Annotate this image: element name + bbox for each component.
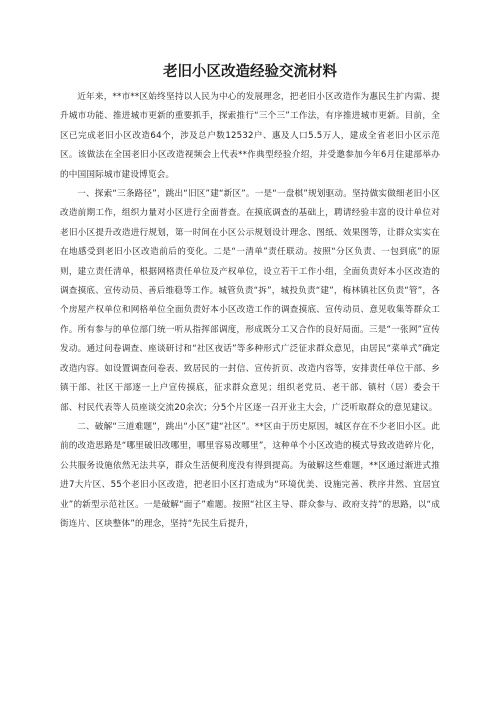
paragraph-section-one: 一、探索“三条路径”，跳出“旧区”建“新区”。一是“一盘棋”规划驱动。坚持做实做细老旧小区改造前期工作，组织力量对小区进行全面普查。在摸底调查的基础上，聘请经验丰富的设计单位对老旧小区提升改造进行规划，第一时间在小区公示规划设计理念、图纸、效果图等，让群众实实在在地感受到老旧小区改造前后的变化。二是“一清单”责任联动。按照“分区负责、一包到底”的原则，建立责任清单，根据网格责任单位及产权单位，设立若干工作小组，全面负责好本小区改造的调查摸底、宣传动员、善后维稳等工作。城管负责“拆”，城投负责“建”，梅林镇社区负责“管”，各个房屋产权单位和网格单位全面负责好本小区改造工作的调查摸底、宣传动员、意见收集等群众工作。所有参与的单位部门统一听从指挥部调度，形成既分工又合作的良好局面。三是“一张网”宣传发动。通过问卷调查、座谈研讨和“社区夜话”等多种形式广泛征求群众意见，由居民“菜单式”确定改造内容。如设置调查问卷表、致居民的一封信、宣传折页、改造内容等，安排责任单位干部、乡镇干部、社区干部逐一上户宣传摸底，征求群众意见；组织老党员、老干部、镇村（居）委会干部、村民代表等人员座谈交流20余次；分5个片区逐一召开业主大会，广泛听取群众的意见建议。 (60, 189, 440, 413)
document-title: 老旧小区改造经验交流材料 (163, 64, 337, 80)
paragraph-intro: 近年来，**市**区始终坚持以人民为中心的发展理念，把老旧小区改造作为惠民生扩内需、提升城市功能、推进城市更新的重要抓手，探索推行“三个三”工作法，有序推进城市更新。目前，全区已完成老旧小区改造64个，涉及总户数12532户、惠及人口5.5万人，建成全省老旧小区示范区。该做法在全国老旧小区改造视频会上代表**作典型经验介绍，并受邀参加今年6月住建部举办的中国国际城市建设博览会。 (60, 92, 440, 180)
paragraph-section-two: 二、破解“三道难题”，跳出“小区”建“社区”。**区由于历史原因，城区存在不少老旧小区。此前的改造思路是“哪里破旧改哪里，哪里容易改哪里”，这种单个小区改造的模式导致改造碎片化，公共服务设施依然无法共享，群众生活便利度没有得到提高。为破解这些难题，**区通过渐进式推进7大片区、55个老旧小区改造，把老旧小区打造成为“环境优美、设施完善、秩序井然、宜居宜业”的新型示范社区。一是破解“面子”难题。按照“社区主导、群众参与、政府支持”的思路，以“成街连片、区块整体”的理念，坚持“先民生后提升， (60, 421, 440, 529)
document-page (60, 62, 440, 534)
